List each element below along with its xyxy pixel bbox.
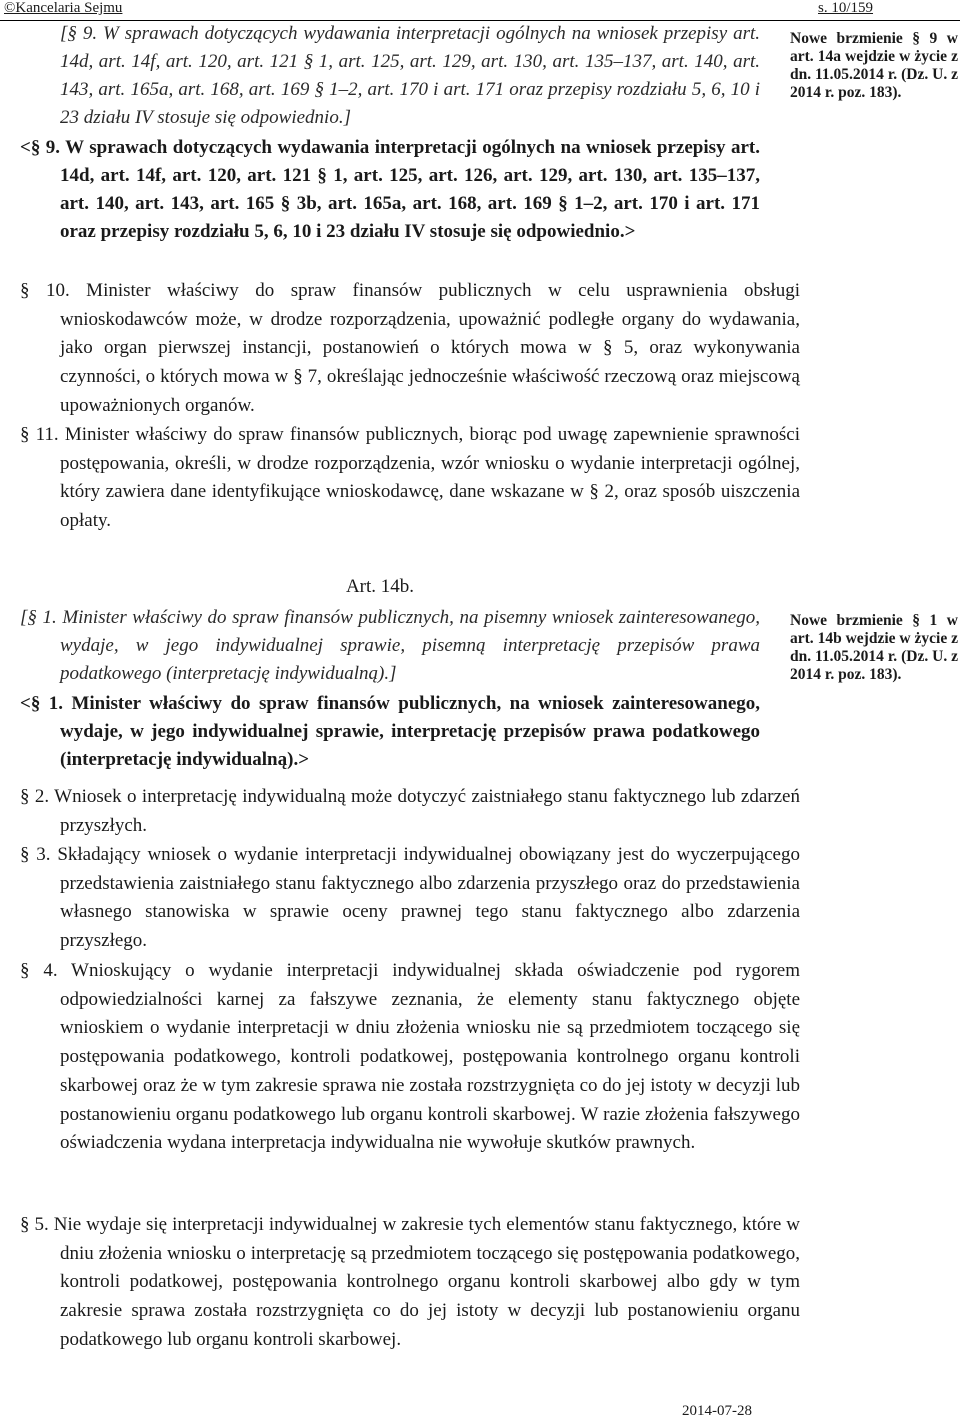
art14b-old-par1: [§ 1. Minister właściwy do spraw finansów publicznych, na pisemny wniosek zainteresowanego, wydaje, w jego indywidualnej sprawie, pisemną interpretację przepisów prawa podatkowego (interpretację indywidualną).] xyxy=(20,607,760,684)
art14b-margin-note: Nowe brzmienie § 1 w art. 14b wejdzie w życie z dn. 11.05.2014 r. (Dz. U. z 2014 r. poz. 183). xyxy=(790,612,958,683)
page-number: s. 10/159 xyxy=(818,0,874,16)
art14b-par3: § 3. Składający wniosek o wydanie interpretacji indywidualnej obowiązany jest do wyczerpującego przedstawienia zaistniałego stanu faktycznego albo zdarzenia przyszłego oraz do przedstawienia własnego stanowiska w sprawie oceny prawnej tego stanu faktycznego albo zdarzenia przyszłego. xyxy=(20,844,800,952)
art14a-old-par9: [§ 9. W sprawach dotyczących wydawania interpretacji ogólnych na wniosek przepisy art. 14d, art. 14f, art. 120, art. 121 § 1, art. 125, art. 129, art. 130, art. 135–137, art. 140, art. 143, art. 165a, art. 168, art. 169 § 1–2, art. 170 i art. 171 oraz przepisy rozdziału 5, 6, 10 i 23 działu IV stosuje się odpowiednio.] xyxy=(60,23,760,128)
art14b-par4: § 4. Wnioskujący o wydanie interpretacji indywidualnej składa oświadczenie pod rygorem odpowiedzialności karnej za fałszywe zeznania, że elementy stanu faktycznego objęte wnioskiem o wydanie interpretacji w dniu złożenia wniosku nie są przedmiotem toczącego się postępowania podatkowego, kontroli podatkowej, postępowania kontrolnego organu kontroli skarbowej oraz że w tym zakresie sprawa nie została rozstrzygnięta co do jej istoty w decyzji lub postanowieniu organu podatkowego lub organu kontroli skarbowej. W razie złożenia fałszywego oświadczenia wydana interpretacja indywidualna nie wywołuje skutków prawnych. xyxy=(20,960,800,1154)
art14a-margin-note: Nowe brzmienie § 9 w art. 14a wejdzie w życie z dn. 11.05.2014 r. (Dz. U. z 2014 r. poz. 183). xyxy=(790,30,958,101)
header-source: ©Kancelaria Sejmu xyxy=(4,0,123,16)
footer-date: 2014-07-28 xyxy=(682,1403,752,1419)
art14a-par10: § 10. Minister właściwy do spraw finansów publicznych w celu usprawnienia obsługi wnioskodawców może, w drodze rozporządzenia, upoważnić podległe organy do wydawania, jako organ pierwszej instancji, postanowień o których mowa w § 5, oraz wykonywania czynności, o których mowa w § 7, określając jednocześnie właściwość rzeczową oraz miejscową upoważnionych organów. xyxy=(20,280,800,416)
art14b-par5: § 5. Nie wydaje się interpretacji indywidualnej w zakresie tych elementów stanu faktycznego, które w dniu złożenia wniosku o interpretację są przedmiotem toczącego się postępowania podatkowego, kontroli podatkowej, postępowania kontrolnego organu kontroli skarbowej albo gdy w tym zakresie sprawa została rozstrzygnięta co do jej istoty w decyzji lub postanowieniu organu podatkowego lub organu kontroli skarbowej. xyxy=(20,1214,800,1350)
art14a-new-par9: <§ 9. W sprawach dotyczących wydawania interpretacji ogólnych na wniosek przepisy art. 14d, art. 14f, art. 120, art. 121 § 1, art. 125, art. 126, art. 129, art. 130, art. 135–137, art. 140, art. 143, art. 165 § 3b, art. 165a, art. 168, art. 169 § 1–2, art. 170 i art. 171 oraz przepisy rozdziału 5, 6, 10 i 23 działu IV stosuje się odpowiednio.> xyxy=(20,137,760,242)
article-title: Art. 14b. xyxy=(345,576,415,597)
art14a-par11: § 11. Minister właściwy do spraw finansów publicznych, biorąc pod uwagę zapewnienie sprawności postępowania, określi, w drodze rozporządzenia, wzór wniosku o wydanie interpretacji ogólnej, który zawiera dane identyfikujące wnioskodawcę, dane wskazane w § 2, oraz sposób uiszczenia opłaty. xyxy=(20,424,800,532)
art14b-new-par1: <§ 1. Minister właściwy do spraw finansów publicznych, na wniosek zainteresowanego, wydaje, w jego indywidualnej sprawie, interpretację przepisów prawa podatkowego (interpretację indywidualną).> xyxy=(20,693,760,770)
art14b-par2: § 2. Wniosek o interpretację indywidualną może dotyczyć zaistniałego stanu faktycznego lub zdarzeń przyszłych. xyxy=(20,786,800,836)
